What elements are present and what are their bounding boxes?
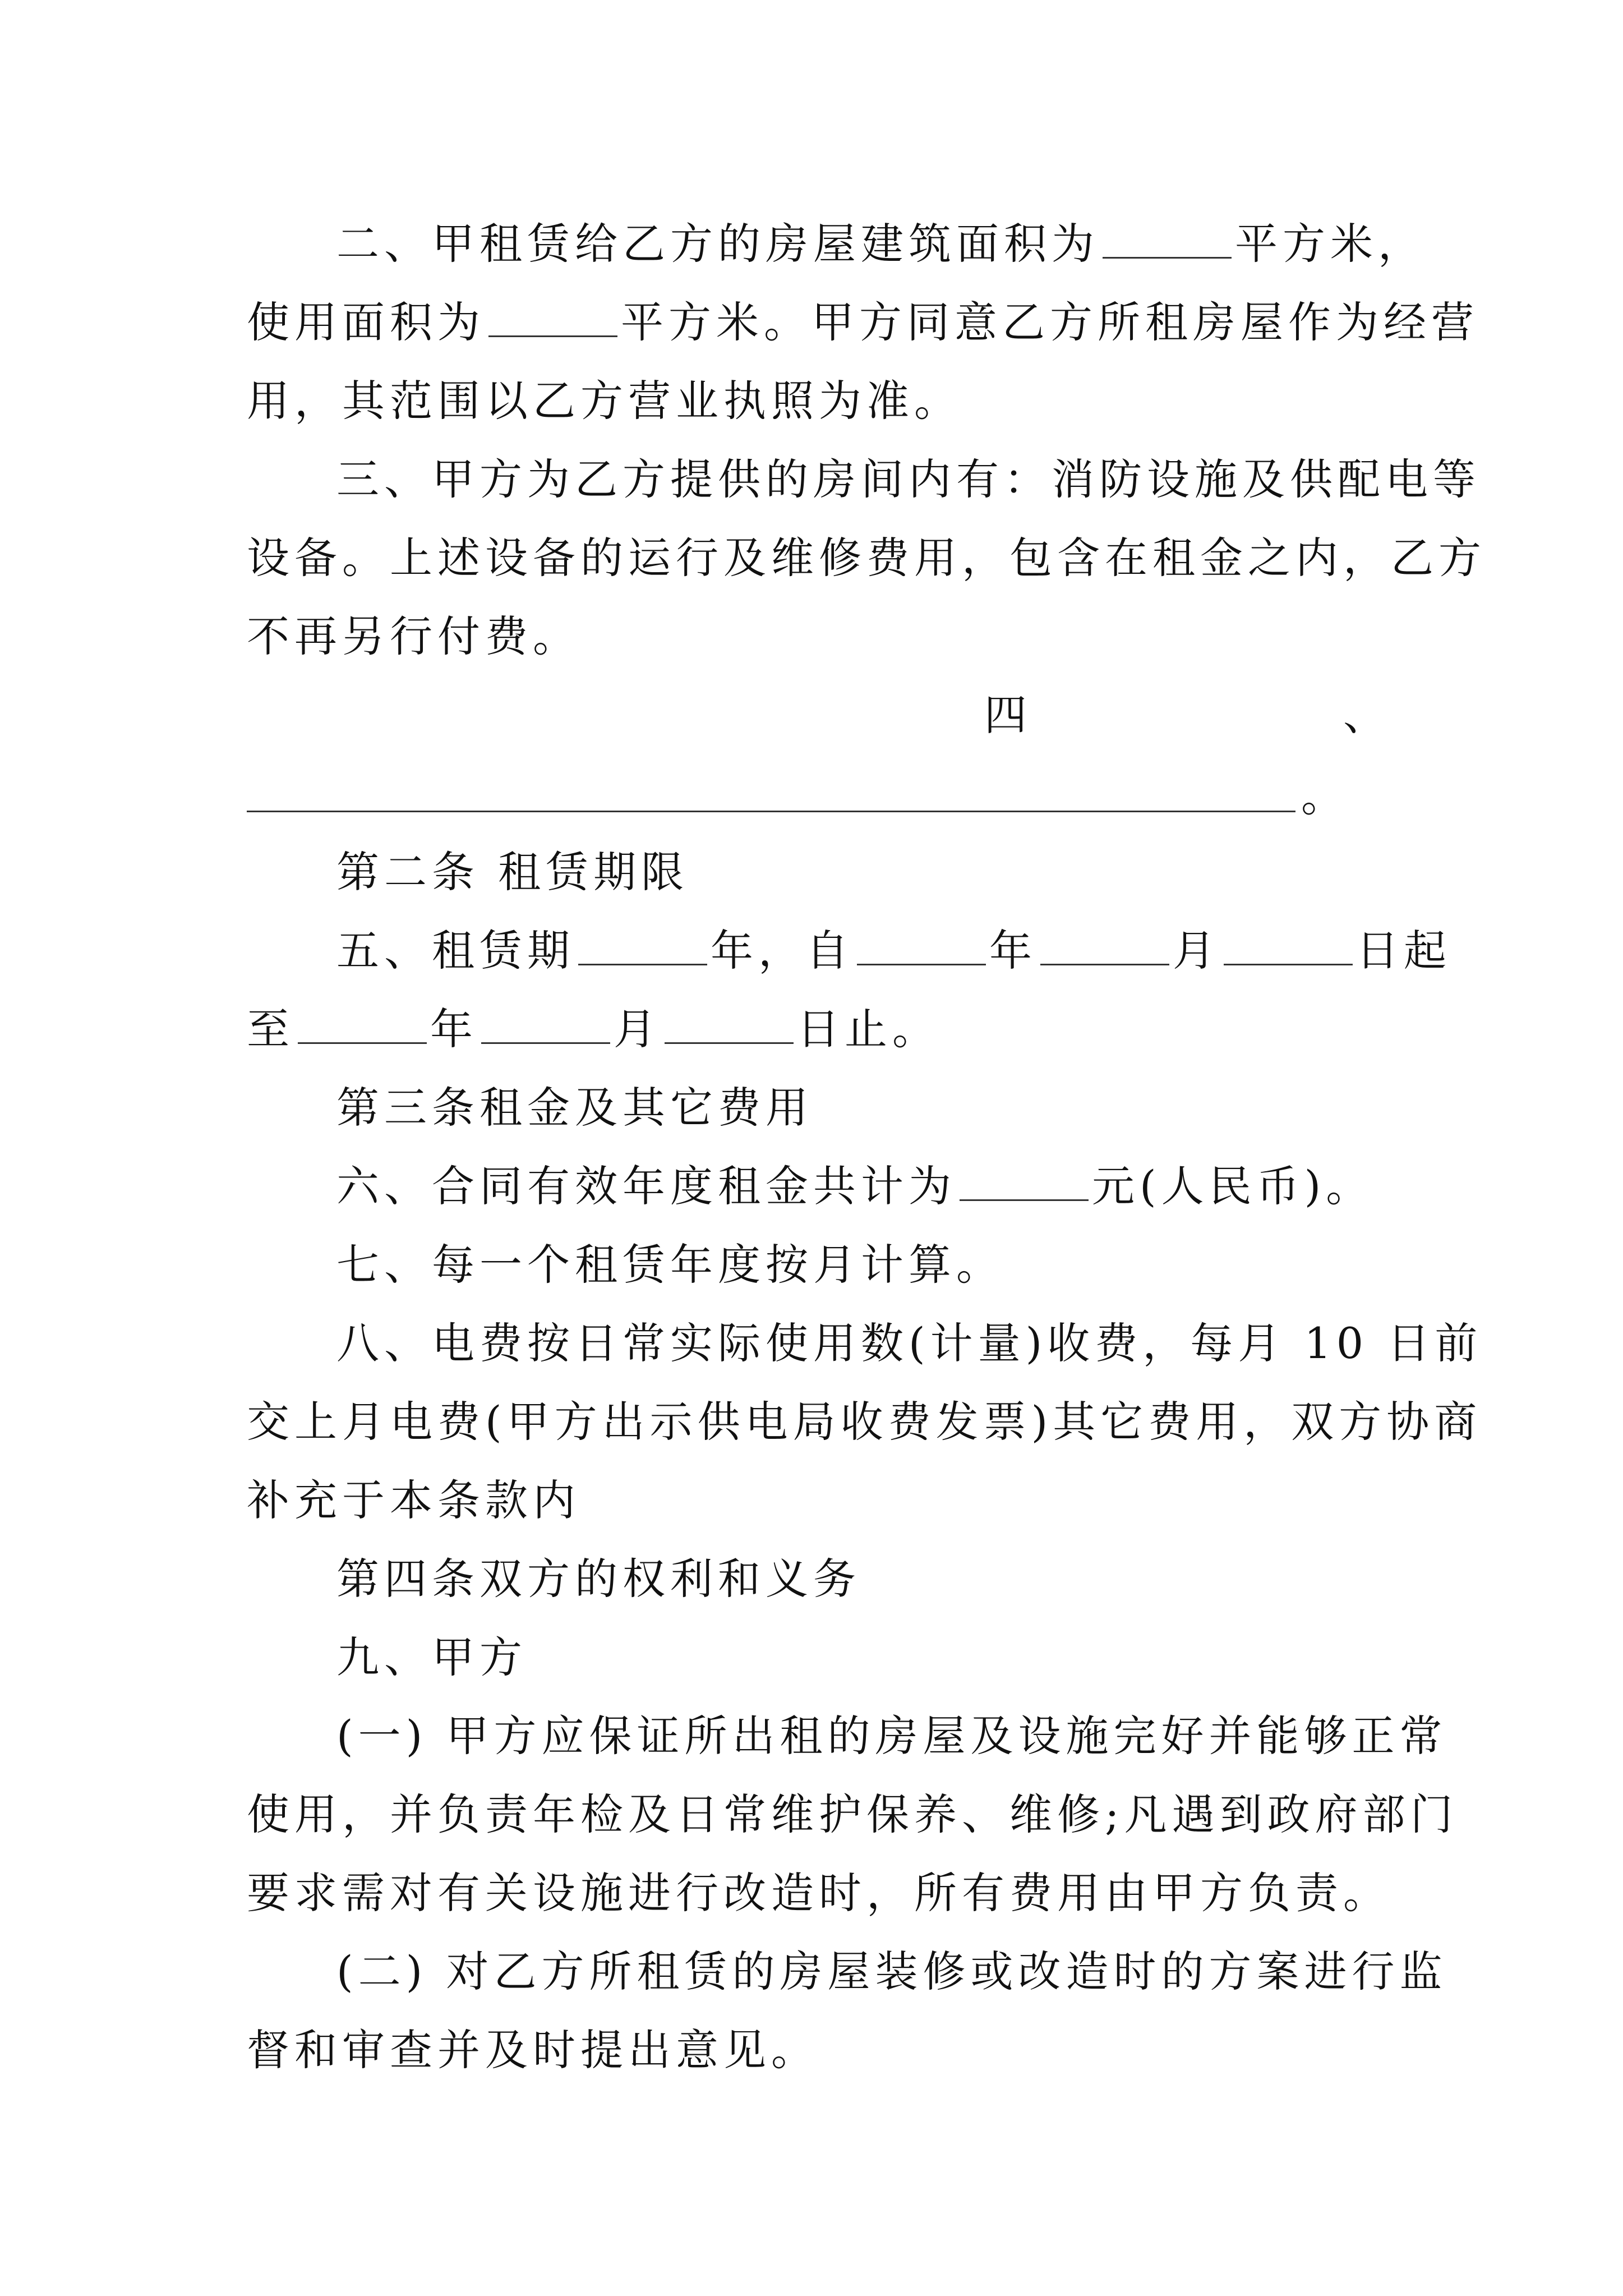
article-2-heading: 第二条 租赁期限 bbox=[336, 847, 689, 897]
fill-blank-annual-rent[interactable] bbox=[960, 1160, 1089, 1201]
text-segment: 月 bbox=[614, 1004, 661, 1054]
fill-blank-start-month[interactable] bbox=[1040, 924, 1169, 965]
text-segment: 年 bbox=[989, 926, 1037, 976]
clause-2-line-2 bbox=[247, 295, 1479, 351]
text-segment: 至 bbox=[247, 1004, 294, 1054]
clause-3-line-3: 不再另行付费。 bbox=[247, 611, 580, 661]
text-segment: 使用面积为 bbox=[247, 297, 485, 347]
text-segment: 年，自 bbox=[711, 926, 854, 976]
clause-9-heading: 九、甲方 bbox=[336, 1632, 527, 1682]
clause-8-line-1: 八、电费按日常实际使用数(计量)收费，每月 10 日前 bbox=[336, 1318, 1483, 1368]
clause-5-line-1 bbox=[336, 923, 1451, 979]
fill-blank-lease-years[interactable] bbox=[578, 924, 707, 965]
clause-9-1-line-3: 要求需对有关设施进行改造时，所有费用由甲方负责。 bbox=[247, 1868, 1391, 1918]
fill-blank-start-day[interactable] bbox=[1224, 924, 1353, 965]
text-segment: 日止。 bbox=[797, 1004, 940, 1054]
article-4-heading: 第四条双方的权利和义务 bbox=[336, 1554, 861, 1604]
clause-9-2-line-1: (二) 对乙方所租赁的房屋装修或改造时的方案进行监 bbox=[336, 1947, 1447, 1996]
clause-4-number: 四 bbox=[984, 690, 1027, 740]
clause-7-line: 七、每一个租赁年度按月计算。 bbox=[336, 1240, 1004, 1290]
text-segment: 年 bbox=[430, 1004, 478, 1054]
clause-8-line-2: 交上月电费(甲方出示供电局收费发票)其它费用，双方协商 bbox=[247, 1397, 1482, 1447]
text-segment: 日起 bbox=[1356, 926, 1451, 976]
clause-2-line-3: 用，其范围以乙方营业执照为准。 bbox=[247, 376, 962, 426]
clause-9-2-line-2: 督和审查并及时提出意见。 bbox=[247, 2025, 819, 2075]
text-segment: 六、合同有效年度租金共计为 bbox=[336, 1161, 956, 1211]
fill-blank-usable-area[interactable] bbox=[488, 296, 617, 337]
fill-blank-start-year[interactable] bbox=[857, 924, 986, 965]
fill-blank-clause-4[interactable] bbox=[247, 811, 1295, 812]
clause-5-line-2 bbox=[247, 1001, 940, 1057]
text-segment: 五、租赁期 bbox=[336, 926, 575, 976]
clause-3-line-2: 设备。上述设备的运行及维修费用，包含在租金之内，乙方 bbox=[247, 533, 1486, 583]
article-3-heading: 第三条租金及其它费用 bbox=[336, 1083, 813, 1133]
clause-8-line-3: 补充于本条款内 bbox=[247, 1475, 580, 1525]
text-segment: 二、甲租赁给乙方的房屋建筑面积为 bbox=[336, 219, 1099, 269]
fill-blank-end-year[interactable] bbox=[298, 1003, 427, 1044]
fill-blank-end-month[interactable] bbox=[481, 1003, 610, 1044]
clause-9-1-line-2: 使用，并负责年检及日常维护保养、维修;凡遇到政府部门 bbox=[247, 1789, 1458, 1839]
fill-blank-building-area[interactable] bbox=[1103, 218, 1232, 259]
clause-6-line bbox=[336, 1158, 1373, 1214]
text-segment: 平方米。甲方同意乙方所租房屋作为经营 bbox=[621, 297, 1479, 347]
clause-4-separator: 、 bbox=[1343, 690, 1386, 740]
clause-3-line-1: 三、甲方为乙方提供的房间内有：消防设施及供配电等 bbox=[336, 454, 1481, 504]
clause-9-1-line-1: (一) 甲方应保证所出租的房屋及设施完好并能够正常 bbox=[336, 1711, 1447, 1761]
fill-blank-end-day[interactable] bbox=[665, 1003, 794, 1044]
clause-4-end: 。 bbox=[1301, 771, 1344, 821]
text-segment: 平方米， bbox=[1235, 219, 1426, 269]
clause-2-line-1 bbox=[336, 216, 1426, 272]
text-segment: 元(人民币)。 bbox=[1092, 1161, 1374, 1211]
text-segment: 月 bbox=[1173, 926, 1220, 976]
